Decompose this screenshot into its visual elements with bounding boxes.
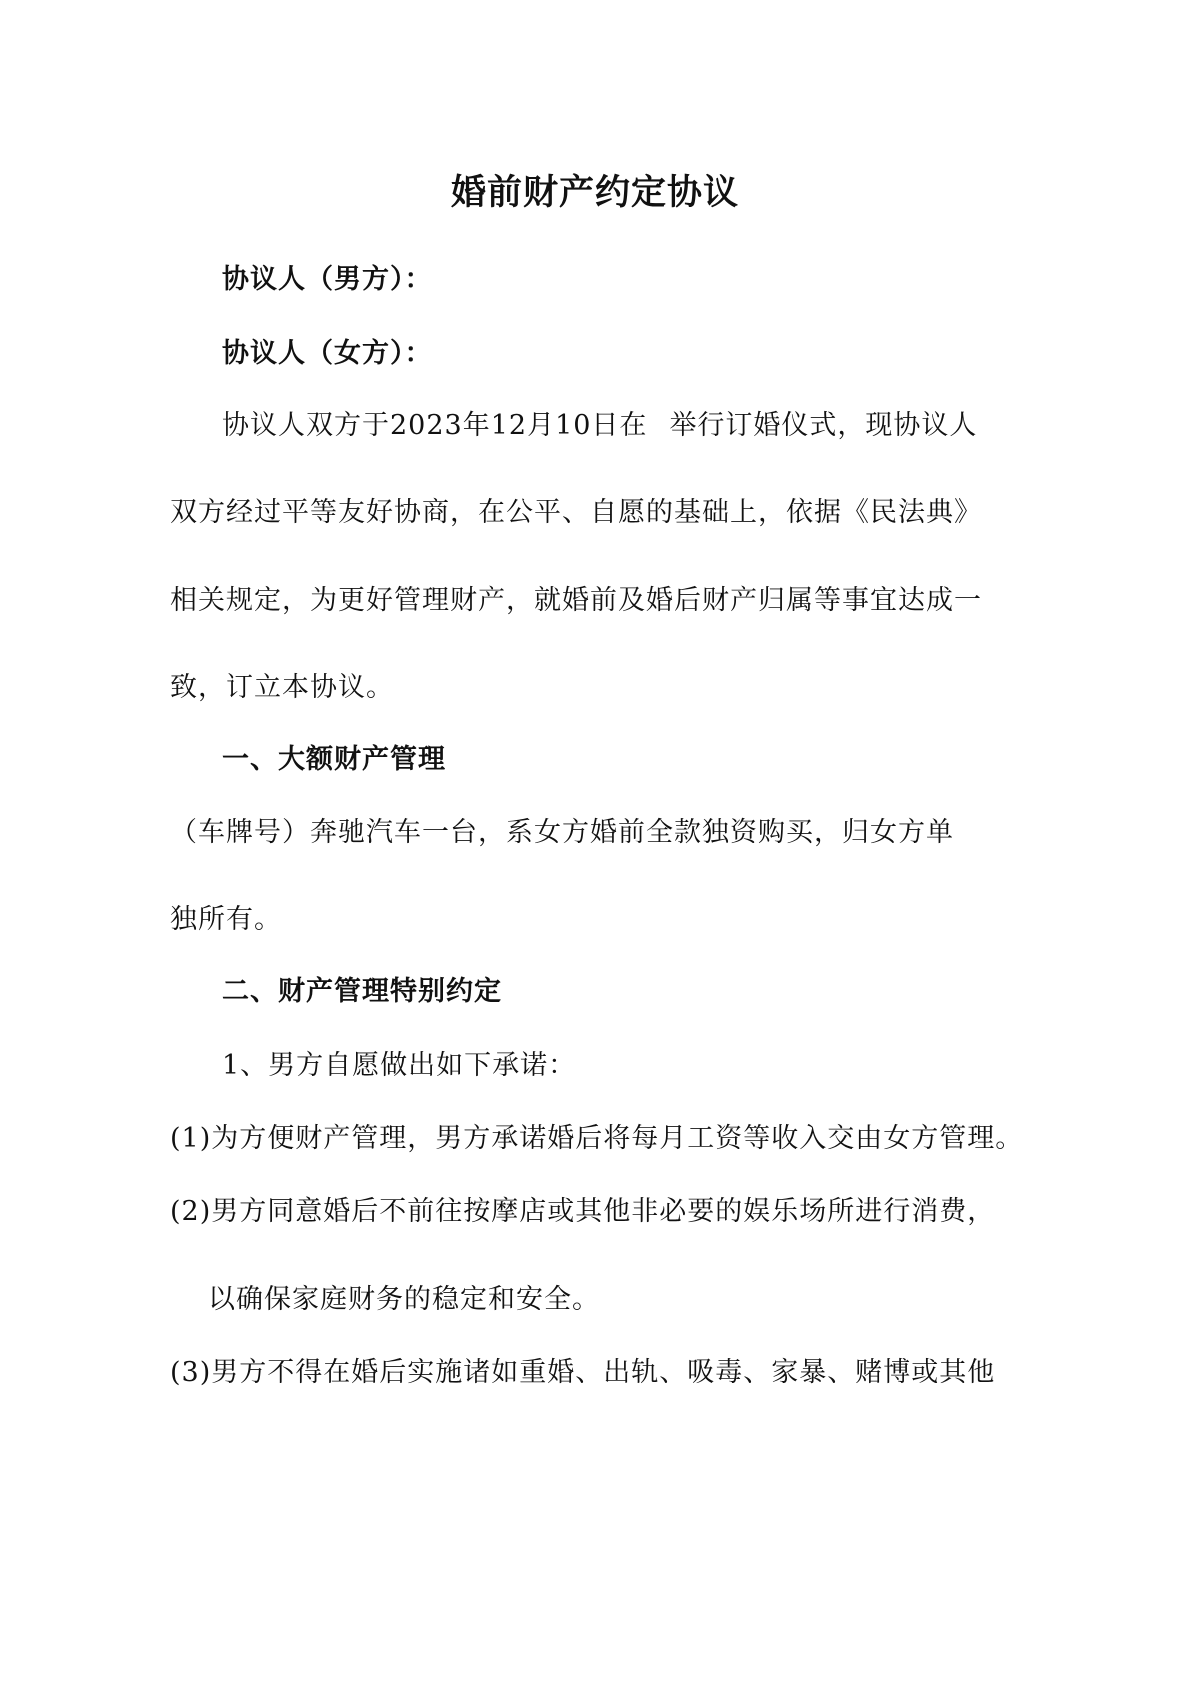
intro-line-1-part-b: 举行订婚仪式，现协议人 xyxy=(669,410,978,441)
intro-line-1-part-a: 协议人双方于2023年12月10日在 xyxy=(222,410,648,441)
party-female-label: 协议人（女方）： xyxy=(222,338,433,369)
document-title: 婚前财产约定协议 xyxy=(450,172,739,213)
party-male-label: 协议人（男方）： xyxy=(222,264,433,295)
intro-line-4: 致，订立本协议。 xyxy=(170,672,394,703)
clause-2-line-2: 以确保家庭财务的稳定和安全。 xyxy=(208,1284,600,1315)
clause-2-line-1: (2)男方同意婚后不前往按摩店或其他非必要的娱乐场所进行消费， xyxy=(170,1196,996,1227)
clause-3-line-1: (3)男方不得在婚后实施诸如重婚、出轨、吸毒、家暴、赌博或其他 xyxy=(170,1357,996,1388)
intro-line-2: 双方经过平等友好协商，在公平、自愿的基础上，依据《民法典》 xyxy=(170,497,982,528)
section-2-heading: 二、财产管理特别约定 xyxy=(222,976,502,1007)
intro-line-1 xyxy=(222,408,977,444)
section-1-line-2: 独所有。 xyxy=(170,904,282,935)
section-1-heading: 一、大额财产管理 xyxy=(222,744,446,775)
section-1-line-1: （车牌号）奔驰汽车一台，系女方婚前全款独资购买，归女方单 xyxy=(170,817,954,848)
section-2-item-1: 1、男方自愿做出如下承诺： xyxy=(222,1050,577,1081)
clause-1: (1)为方便财产管理，男方承诺婚后将每月工资等收入交由女方管理。 xyxy=(170,1123,1024,1154)
intro-line-3: 相关规定，为更好管理财产，就婚前及婚后财产归属等事宜达成一 xyxy=(170,585,982,616)
